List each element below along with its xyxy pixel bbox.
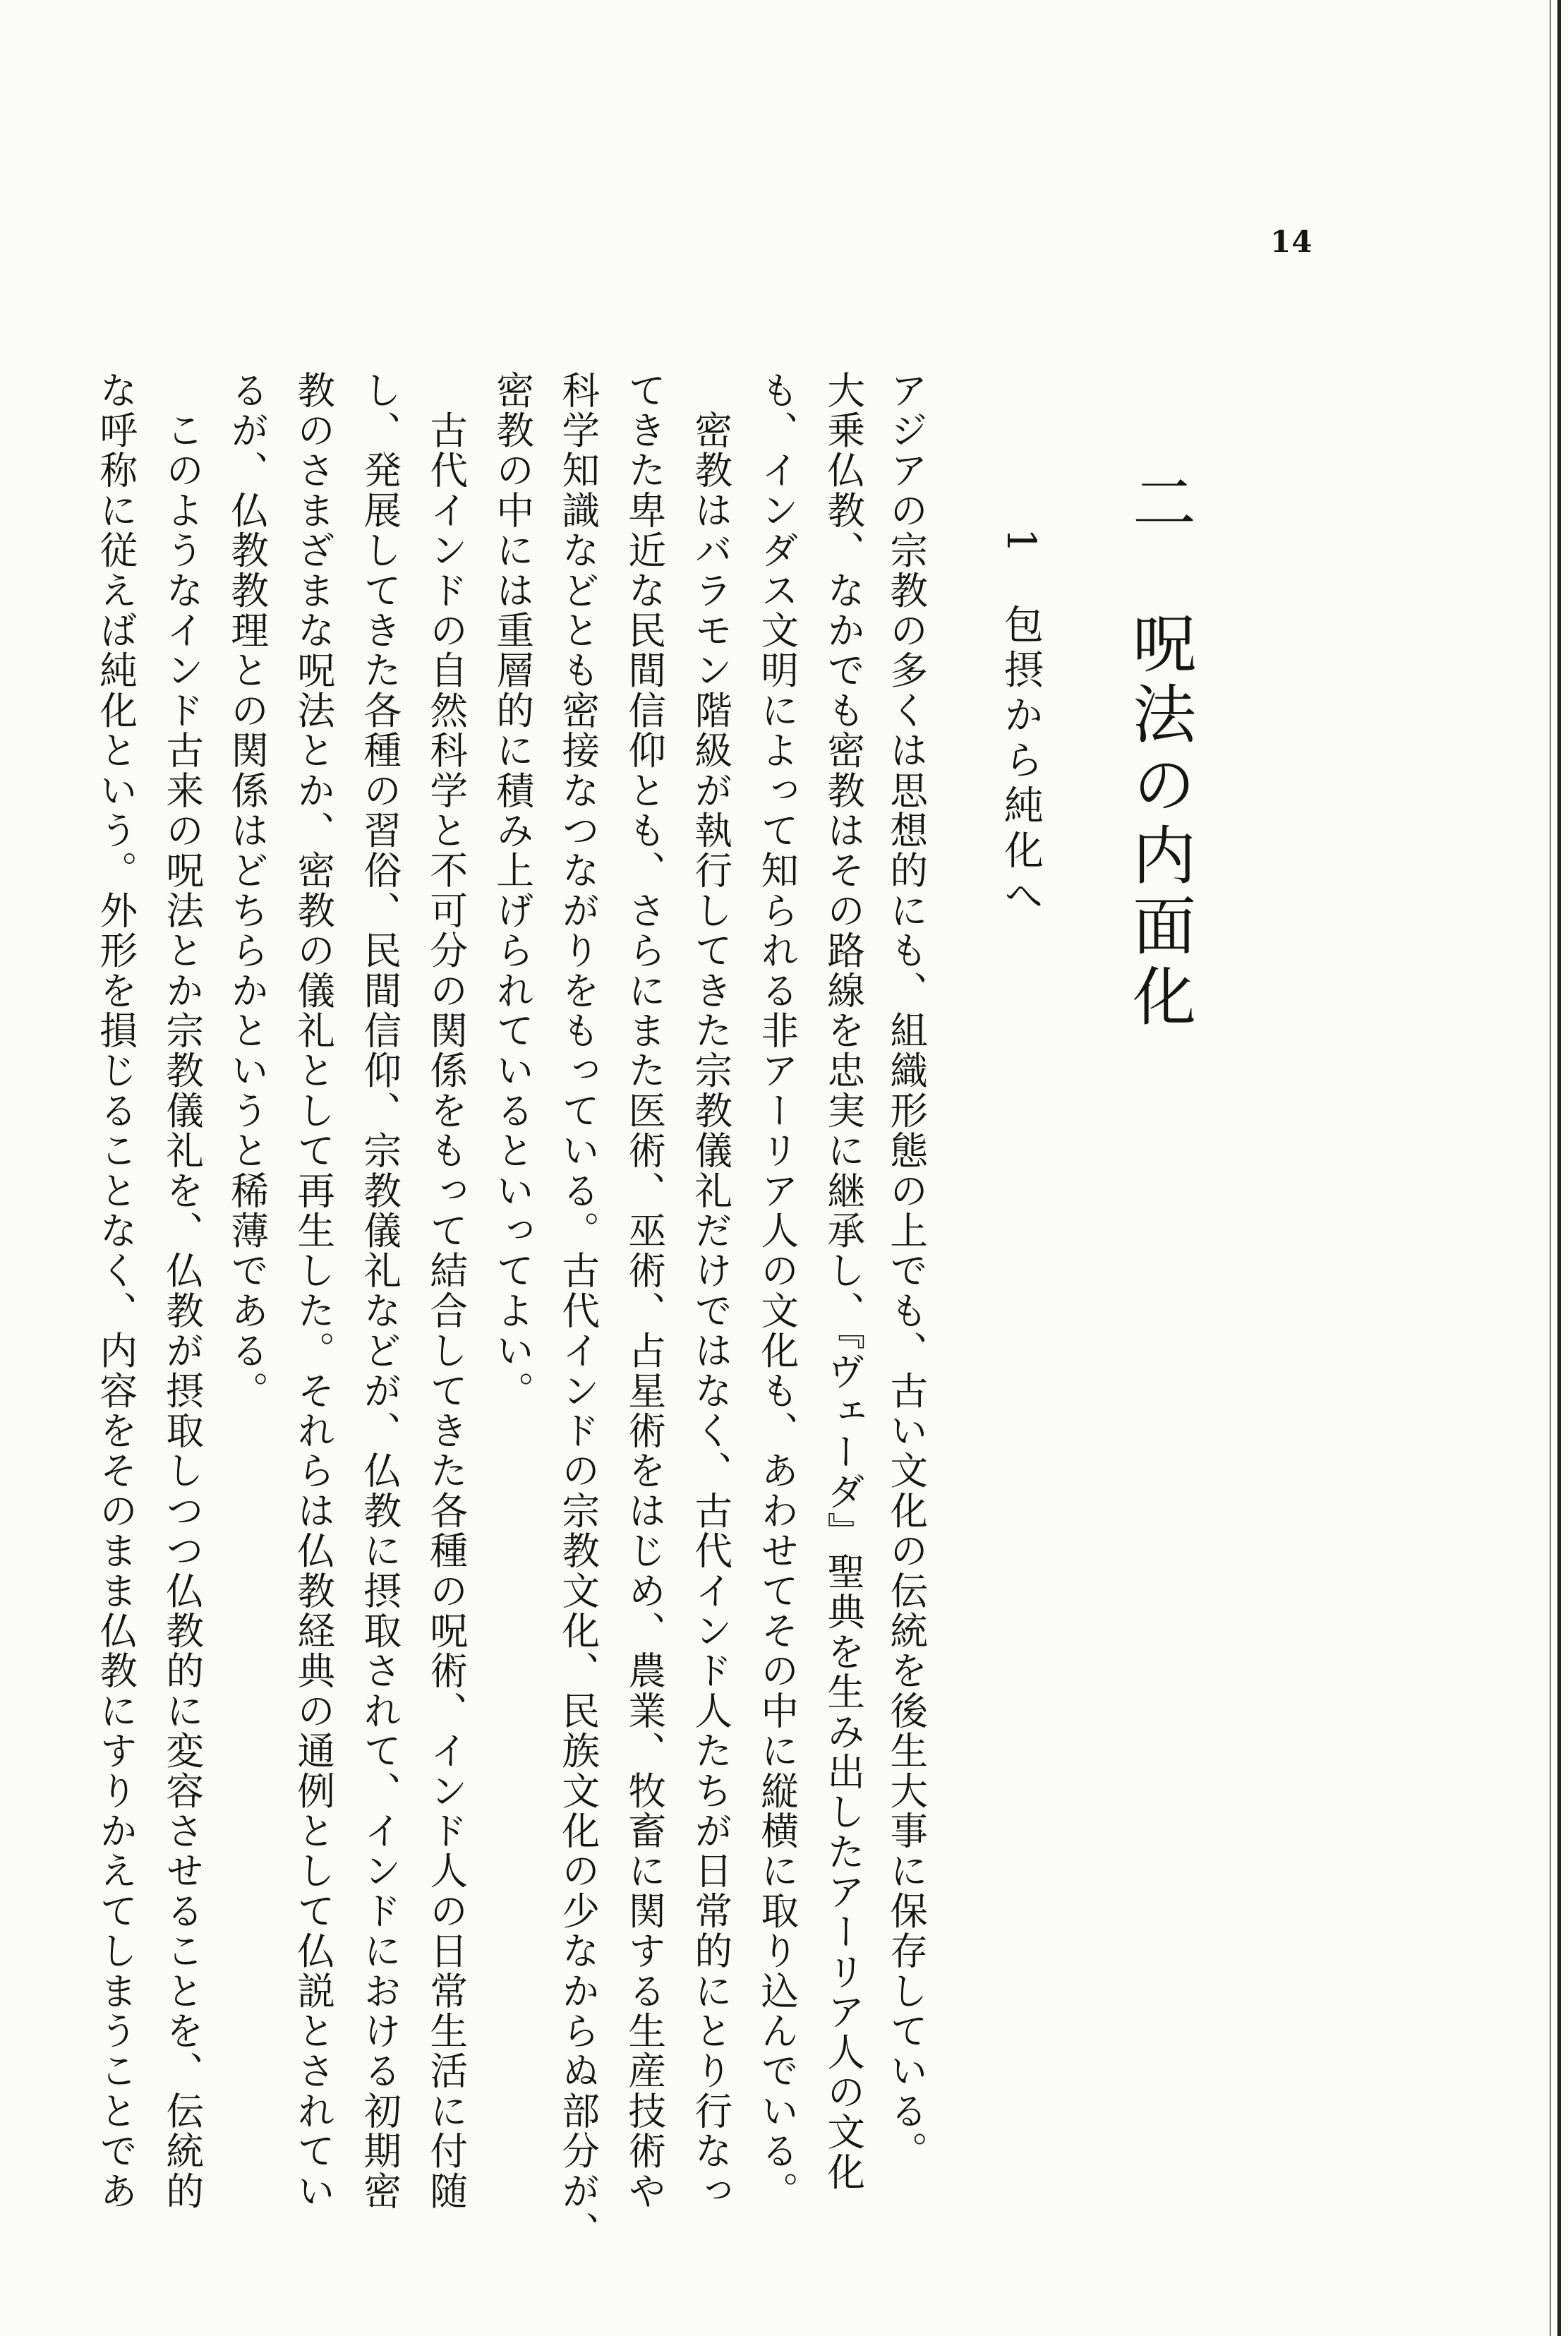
text-line: 科学知識などとも密接なつながりをもっている。古代インドの宗教文化、民族文化の少なからぬ部分が、 xyxy=(555,371,601,2251)
scan-edge-line xyxy=(1557,0,1561,2336)
text-line: し、発展してきた各種の習俗、民間信仰、宗教儀礼などが、仏教に摂取されて、インドにおける初期密 xyxy=(357,371,402,2212)
subsection-heading xyxy=(998,528,1044,920)
subsection-number: 1 xyxy=(998,528,1044,553)
section-title: 二 呪法の内面化 xyxy=(1121,469,1195,1034)
text-line: 古代インドの自然科学と不可分の関係をもって結合してきた各種の呪術、インド人の日常生活に付随 xyxy=(423,371,469,2212)
page-number: 14 xyxy=(1270,224,1313,259)
text-line: このようなインド古来の呪法とか宗教儀礼を、仏教が摂取しつつ仏教的に変容させることを、伝統的 xyxy=(159,371,205,2212)
text-line: 密教はバラモン階級が執行してきた宗教儀礼だけではなく、古代インド人たちが日常的にとり行なっ xyxy=(688,371,733,2212)
text-line: も、インダス文明によって知られる非アーリア人の文化も、あわせてその中に縦横に取り込んでいる。 xyxy=(754,371,800,2212)
text-line: アジアの宗教の多くは思想的にも、組織形態の上でも、古い文化の伝統を後生大事に保存している。 xyxy=(883,371,929,2172)
text-line: てきた卑近な民間信仰とも、さらにまた医術、巫術、占星術をはじめ、農業、牧畜に関する生産技術や xyxy=(622,371,667,2212)
text-line: 大乗仏教、なかでも密教はその路線を忠実に継承し、『ヴェーダ』聖典を生み出したアーリア人の文化 xyxy=(821,371,866,2193)
text-line: 密教の中には重層的に積み上げられているといってよい。 xyxy=(490,371,535,1411)
text-line: るが、仏教教理との関係はどちらかというと稀薄である。 xyxy=(224,371,270,1411)
scan-edge-line-thin xyxy=(1550,0,1551,2336)
subsection-title: 包摂から純化へ xyxy=(998,603,1044,920)
text-line: な呼称に従えば純化という。外形を損じることなく、内容をそのまま仏教にすりかえてしまうことであ xyxy=(93,371,138,2212)
text-line: 教のさまざまな呪法とか、密教の儀礼として再生した。それらは仏教経典の通例として仏説とされてい xyxy=(291,371,336,2212)
